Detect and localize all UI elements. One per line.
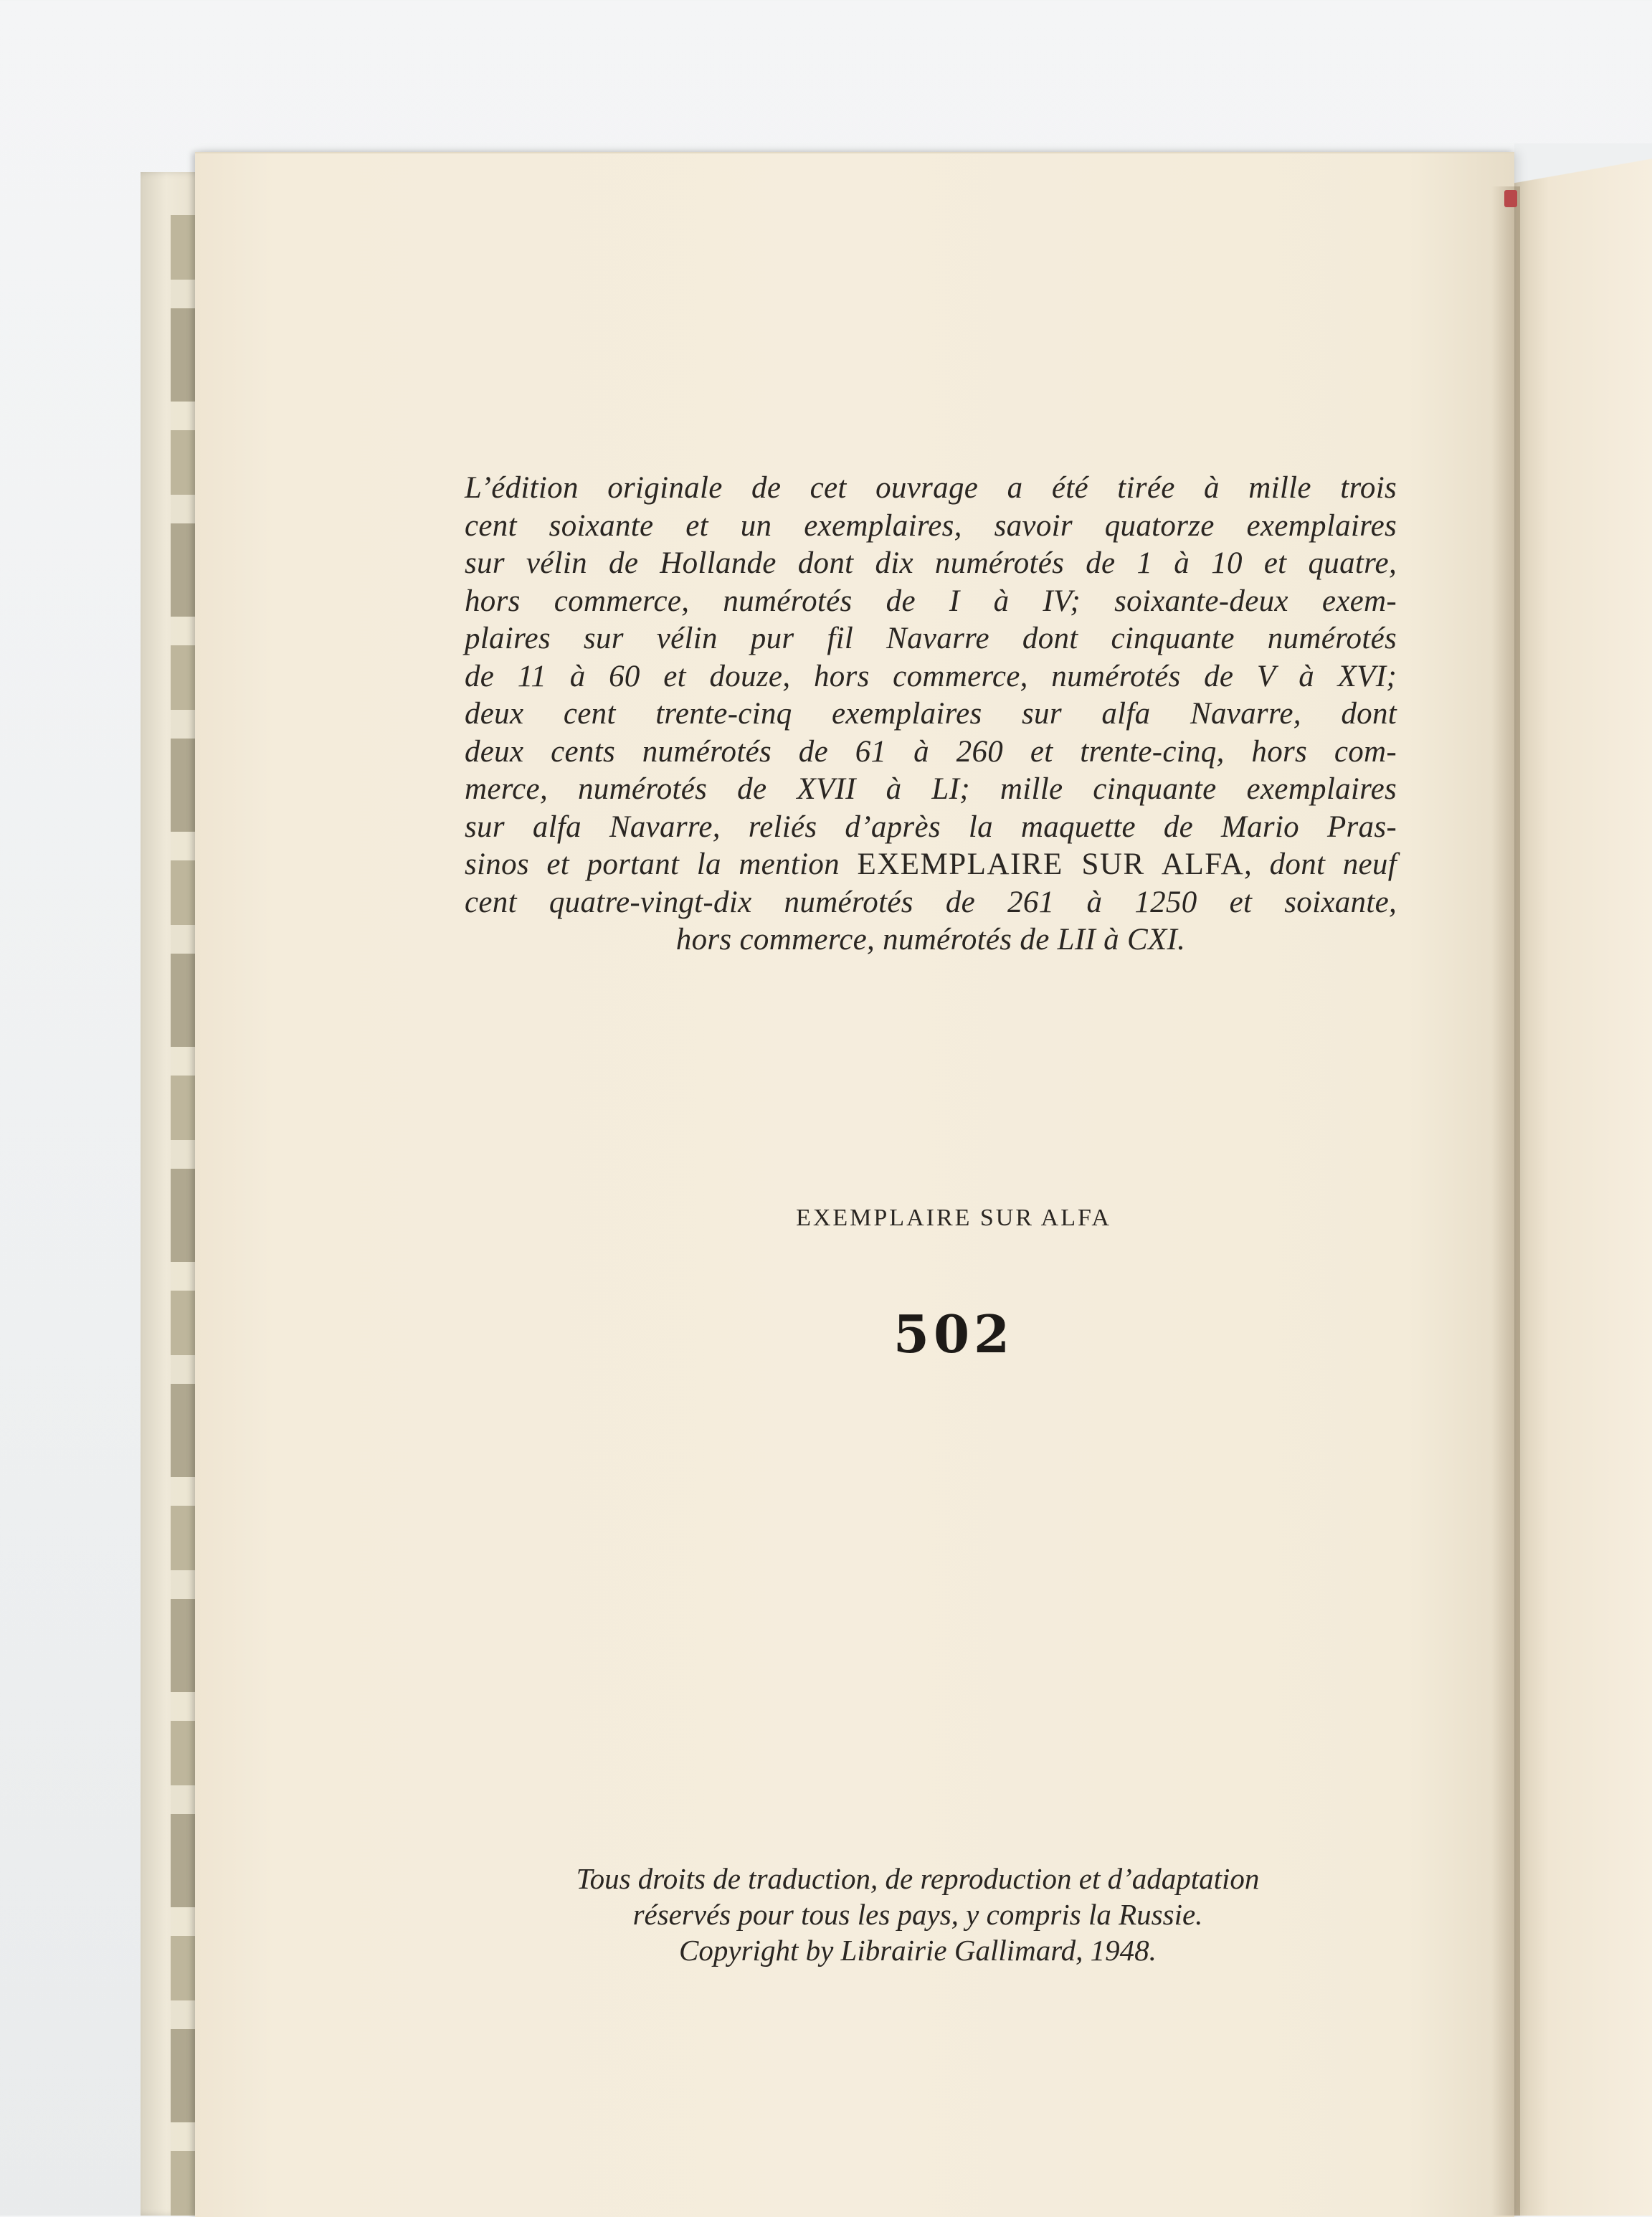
notice-line xyxy=(465,846,1397,884)
notice-line-text: , dont neuf xyxy=(1244,848,1397,881)
notice-mention: EXEMPLAIRE SUR ALFA xyxy=(857,848,1245,881)
limitation-notice xyxy=(465,470,1397,959)
notice-line: hors commerce, numérotés de I à IV; soixante-deux exem- xyxy=(465,584,1397,618)
notice-line: deux cents numérotés de 61 à 260 et trente-cinq, hors com- xyxy=(465,734,1397,769)
copy-label: EXEMPLAIRE SUR ALFA xyxy=(796,1205,1111,1231)
notice-line: hors commerce, numérotés de LII à CXI. xyxy=(675,923,1186,956)
notice-line-text: sinos et portant la mention xyxy=(465,848,840,881)
rights-line: Copyright by Librairie Gallimard, 1948. xyxy=(679,1934,1157,1967)
spine-board xyxy=(171,215,195,2216)
notice-line: L’édition originale de cet ouvrage a été tirée à mille trois xyxy=(465,471,1397,505)
notice-line: plaires sur vélin pur fil Navarre dont cinquante numérotés xyxy=(465,622,1397,655)
notice-line: deux cent trente-cinq exemplaires sur alfa Navarre, dont xyxy=(465,697,1397,731)
notice-line: sur alfa Navarre, reliés d’après la maquette de Mario Pras- xyxy=(465,810,1397,844)
right-page-corner xyxy=(1514,143,1652,201)
rights-line: réservés pour tous les pays, y compris la Russie. xyxy=(632,1898,1203,1931)
copy-number: 502 xyxy=(893,1304,1015,1364)
notice-line: cent quatre-vingt-dix numérotés de 261 à 1250 et soixante, xyxy=(465,885,1397,919)
notice-line: cent soixante et un exemplaires, savoir quatorze exemplaires xyxy=(465,508,1397,543)
notice-line: merce, numérotés de XVII à LI; mille cinquante exemplaires xyxy=(465,772,1397,806)
bookmark-edge xyxy=(1504,190,1517,207)
rights-line: Tous droits de traduction, de reproduction et d’adaptation xyxy=(576,1862,1260,1895)
right-page xyxy=(1514,143,1652,2216)
page-gutter-shadow xyxy=(1491,186,1520,2216)
rights-notice xyxy=(466,1861,1369,1968)
notice-line: sur vélin de Hollande dont dix numérotés de 1 à 10 et quatre, xyxy=(465,546,1397,580)
notice-line: de 11 à 60 et douze, hors commerce, numérotés de V à XVI; xyxy=(465,659,1397,693)
